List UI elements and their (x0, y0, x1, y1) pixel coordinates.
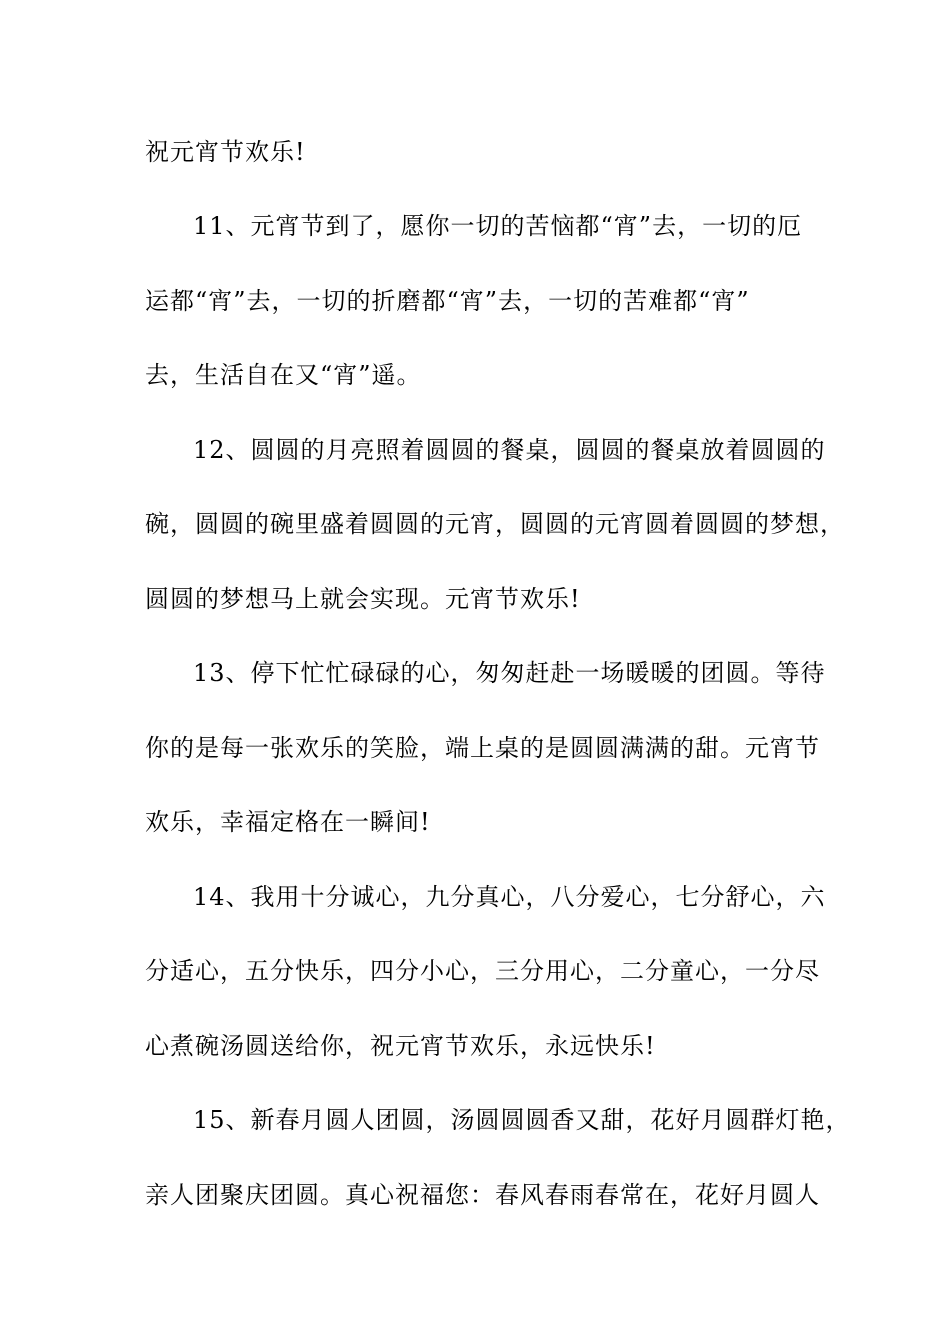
text-line: 分适心，五分快乐，四分小心，三分用心，二分童心，一分尽 (145, 957, 820, 985)
paragraph-14-start: 14、我用十分诚心，九分真心，八分爱心，七分舒心，六 (193, 883, 826, 911)
paragraph-12-start: 12、圆圆的月亮照着圆圆的餐桌，圆圆的餐桌放着圆圆的 (193, 436, 826, 464)
paragraph-15-start: 15、新春月圆人团圆，汤圆圆圆香又甜，花好月圆群灯艳， (193, 1106, 851, 1134)
text-line: 碗，圆圆的碗里盛着圆圆的元宵，圆圆的元宵圆着圆圆的梦想， (145, 510, 845, 538)
text-line: 亲人团聚庆团圆。真心祝福您：春风春雨春常在，花好月圆人 (145, 1181, 820, 1209)
text-line: 圆圆的梦想马上就会实现。元宵节欢乐! (145, 585, 581, 613)
text-line: 祝元宵节欢乐! (145, 138, 306, 166)
paragraph-11-start: 11、元宵节到了，愿你一切的苦恼都“宵”去，一切的厄 (193, 212, 803, 240)
text-line: 去，生活自在又“宵”遥。 (145, 361, 422, 389)
text-line: 运都“宵”去，一切的折磨都“宵”去，一切的苦难都“宵” (145, 287, 750, 315)
text-line: 欢乐，幸福定格在一瞬间! (145, 808, 431, 836)
text-line: 心煮碗汤圆送给你，祝元宵节欢乐，永远快乐! (145, 1032, 656, 1060)
text-line: 你的是每一张欢乐的笑脸，端上桌的是圆圆满满的甜。元宵节 (145, 734, 820, 762)
paragraph-13-start: 13、停下忙忙碌碌的心，匆匆赶赴一场暖暖的团圆。等待 (193, 659, 826, 687)
